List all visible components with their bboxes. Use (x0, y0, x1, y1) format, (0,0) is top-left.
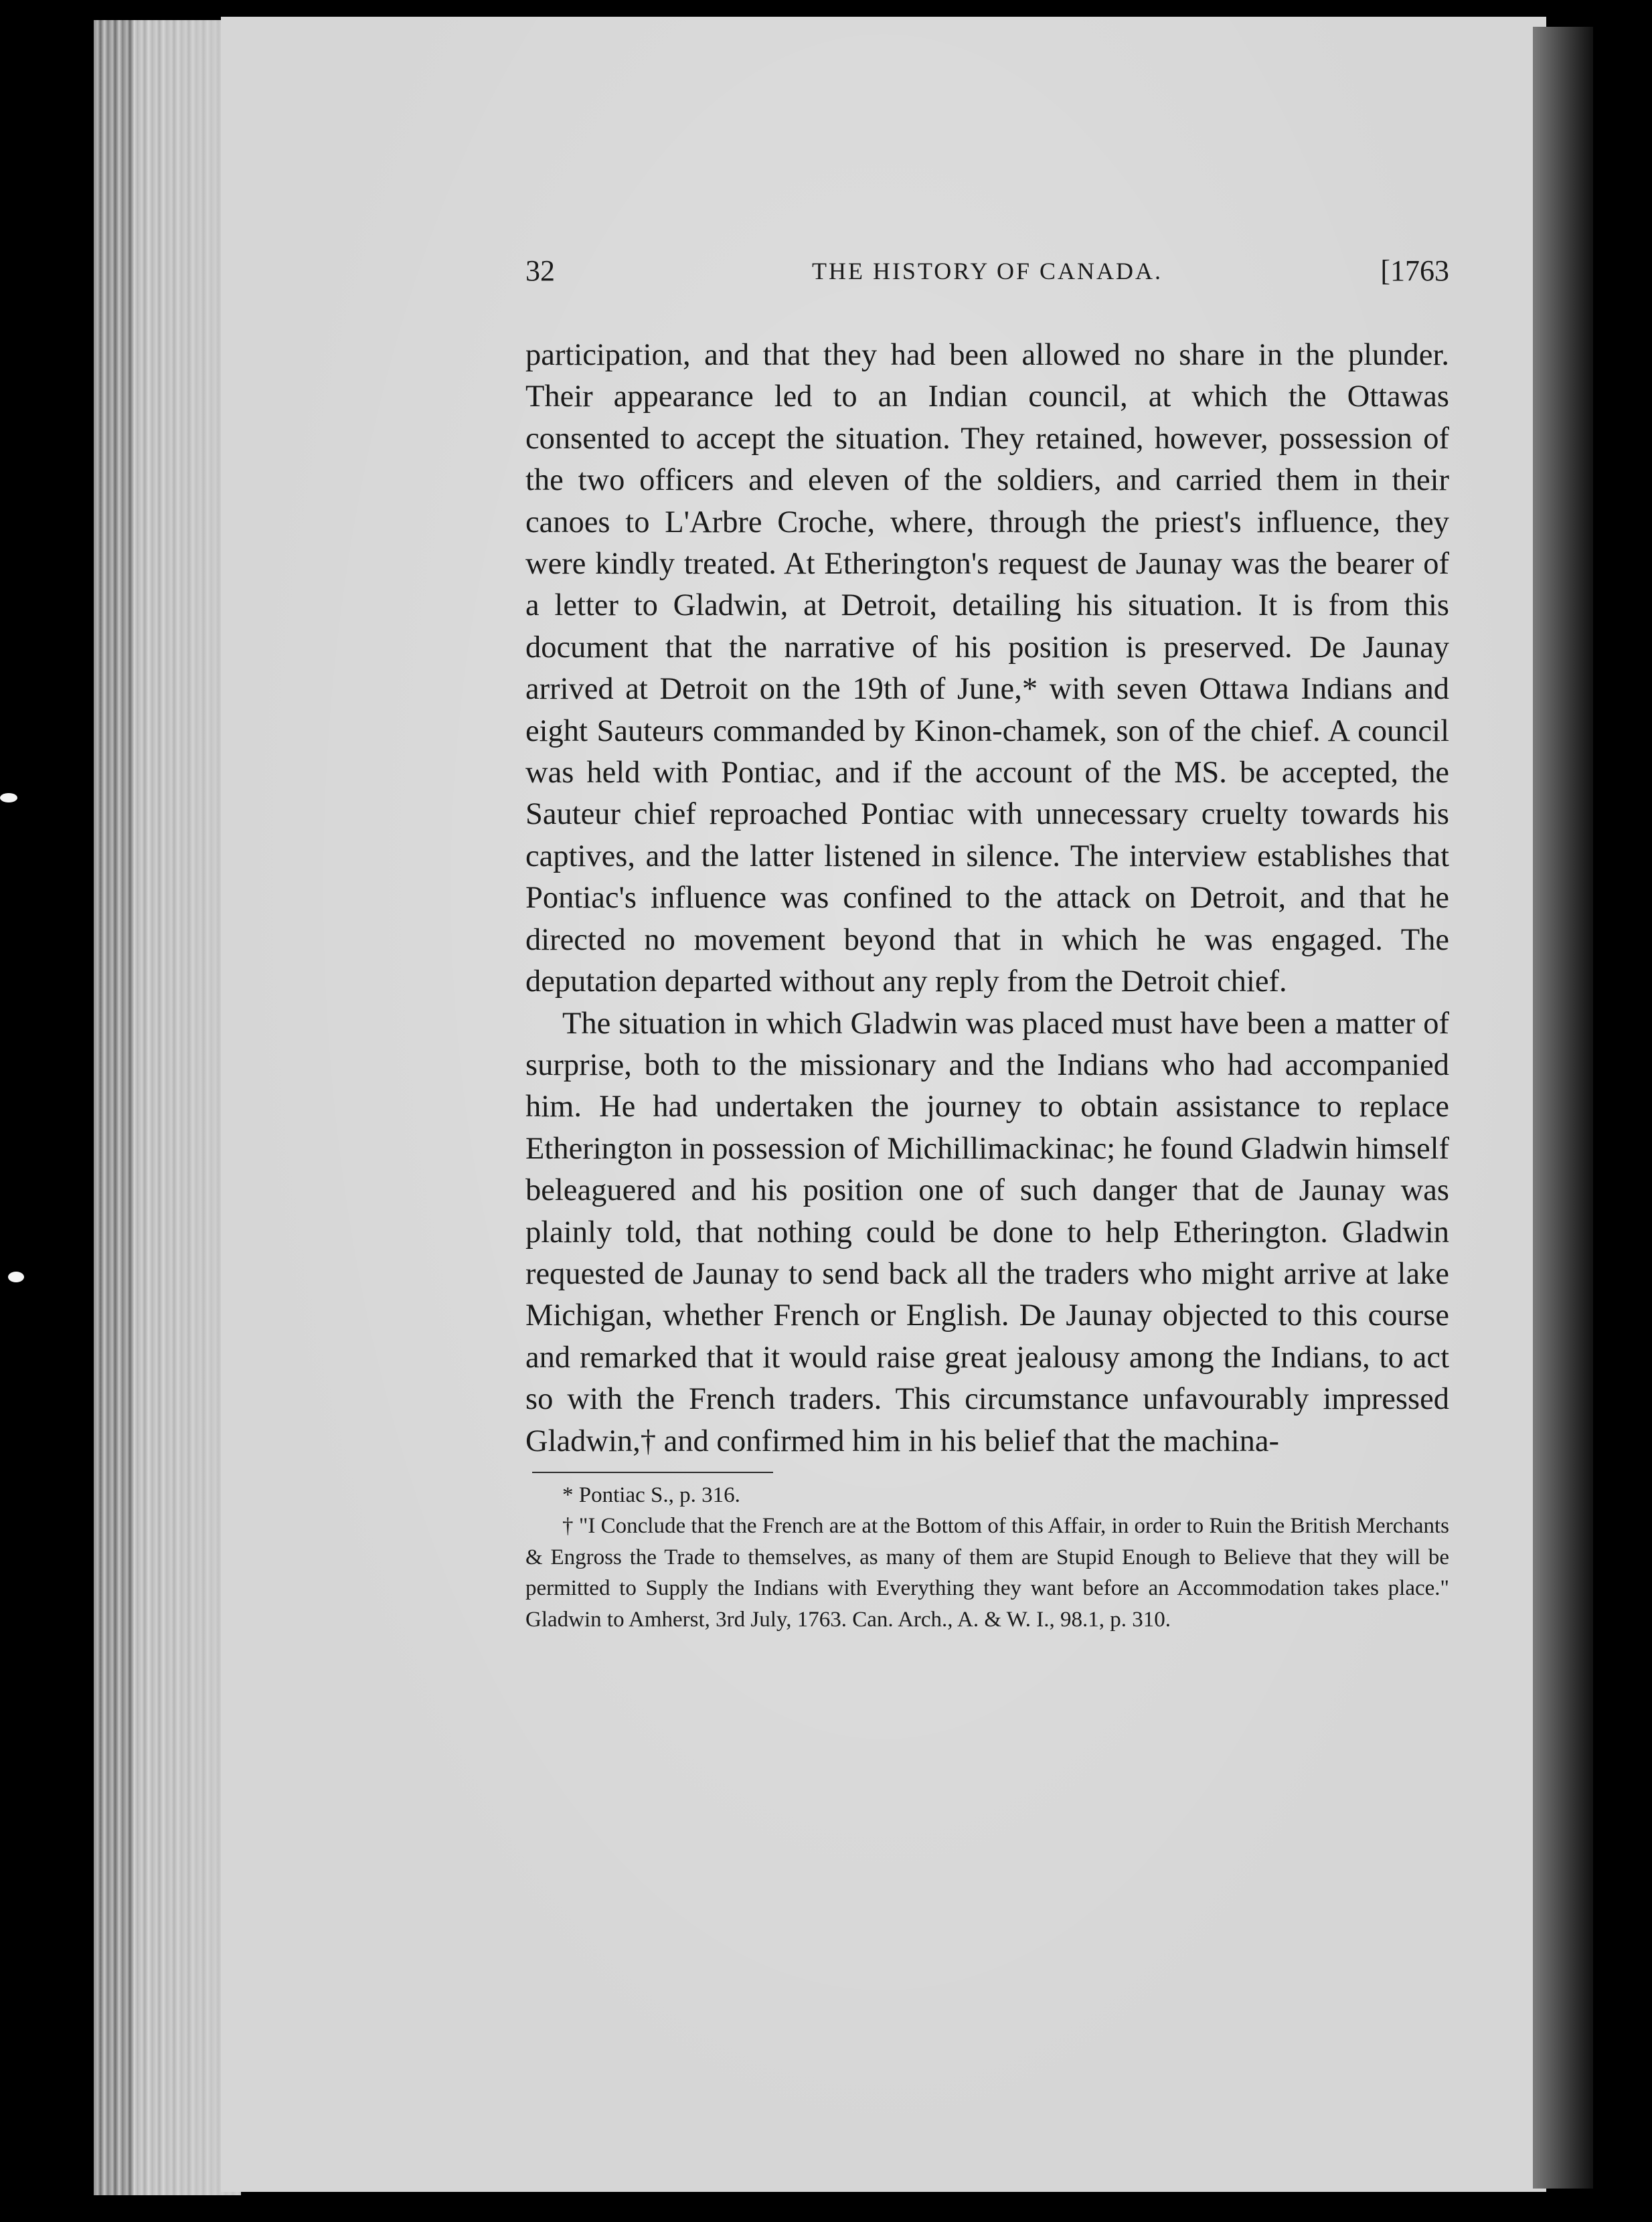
scan-speck (0, 793, 17, 802)
paragraph: The situation in which Gladwin was placed must have been a matter of surprise, both to the missionary and the Indians who had accompanied him. He had undertaken the journey to obtain assistance to replace Etherington in possession of Michillimackinac; he found Gladwin himself beleaguered and his position one of such danger that de Jaunay was plainly told, that nothing could be done to help Etherington. Gladwin requested de Jaunay to send back all the traders who might arrive at lake Michigan, whether French or English. De Jaunay objected to this course and remarked that it would raise great jealousy among the Indians, to act so with the French traders. This circumstance unfavourably impressed Gladwin,† and confirmed him in his belief that the machina- (525, 1006, 1449, 1458)
running-year: [1763 (1380, 254, 1449, 287)
footnotes (525, 1480, 1449, 1636)
binding-shadow (1533, 27, 1593, 2189)
running-head (525, 248, 1449, 294)
running-title: THE HISTORY OF CANADA. (811, 258, 1163, 284)
footnote-rule (532, 1472, 773, 1473)
page-text (525, 248, 1449, 1635)
footnote: * Pontiac S., p. 316. (562, 1482, 740, 1507)
paragraph: participation, and that they had been allowed no share in the plunder. Their appearance led to an Indian council, at which the Ottawas consented to accept the situation. They retained, however, possession of the two officers and eleven of the soldiers, and carried them in their canoes to L'Arbre Croche, where, through the priest's influence, they were kindly treated. At Etherington's request de Jaunay was the bearer of a letter to Gladwin, at Detroit, detailing his situation. It is from this document that the narrative of his position is preserved. De Jaunay arrived at Detroit on the 19th of June,* with seven Ottawa Indians and eight Sauteurs commanded by Kinon-chamek, son of the chief. A council was held with Pontiac, and if the account of the MS. be accepted, the Sauteur chief reproached Pontiac with unnecessary cruelty towards his captives, and the latter listened in silence. The interview establishes that Pontiac's influence was confined to the attack on Detroit, and that he directed no movement beyond that in which he was engaged. The deputation departed without any reply from the Detroit chief. (525, 338, 1449, 999)
page-number: 32 (525, 254, 555, 287)
book-page-edges (94, 20, 241, 2195)
scan-speck (8, 1272, 24, 1282)
footnote: † "I Conclude that the French are at the Bottom of this Affair, in order to Ruin the British Merchants & Engross the Trade to themselves, as many of them are Stupid Enough to Believe that they will be permitted to Supply the Indians with Everything they want before an Accommodation takes place." Gladwin to Amherst, 3rd July, 1763. Can. Arch., A. & W. I., 98.1, p. 310. (525, 1514, 1449, 1632)
body-text (525, 335, 1449, 1462)
